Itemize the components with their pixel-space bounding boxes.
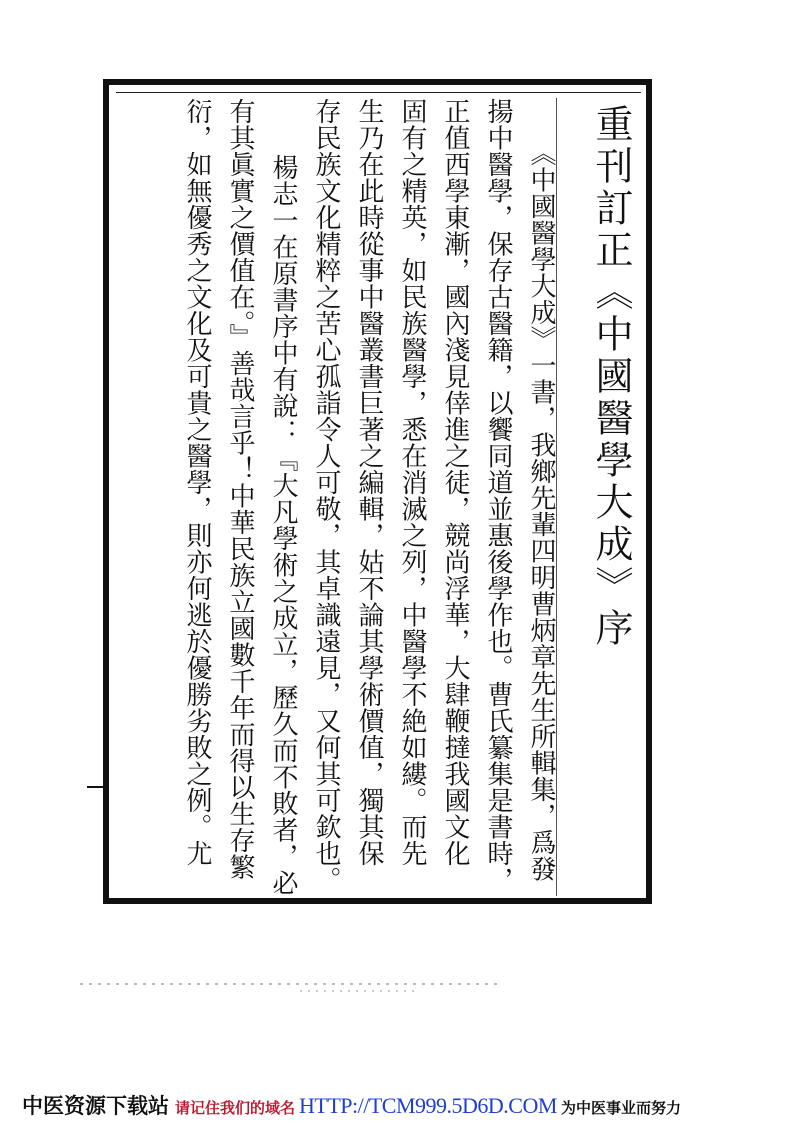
scan-noise [80,983,500,985]
footer-tagline: 为中医事业而努力 [560,1099,681,1117]
text-column: 楊志一在原書序中有說：『大凡學術之成立，歷久而不敗者，必 [268,154,298,896]
footer-banner [22,1090,782,1124]
text-column: 揚中醫學，保存古醫籍，以饗同道並惠後學作也。曹氏纂集是書時， [483,98,513,893]
text-column: 固有之精英，如民族醫學，悉在消滅之列，中醫學不絶如縷。而先 [397,98,427,867]
vertical-text-block [118,98,640,896]
text-column: 衍，如無優秀之文化及可貴之醫學，則亦何逃於優勝劣敗之例。尤 [182,98,212,867]
preface-title: 重刊訂正《中國醫學大成》序 [589,104,633,650]
footer-url-link[interactable]: HTTP://TCM999.5D6D.COM [299,1093,557,1118]
text-column: 存民族文化精粹之苦心孤詣令人可敬，其卓識遠見，又何其可欽也。 [311,98,341,893]
scan-noise [300,990,420,992]
top-rule [116,92,641,93]
margin-mark [87,786,103,788]
text-column: 生乃在此時從事中醫叢書巨著之編輯，姑不論其學術價值，獨其保 [354,98,384,867]
text-column: 《中國醫學大成》一書，我鄉先輩四明曹炳章先生所輯集，爲發 [526,140,556,882]
text-column: 有其眞實之價值在。』善哉言乎！中華民族立國數千年而得以生存繁 [225,98,255,880]
footer-site-name: 中医资源下载站 [22,1094,169,1118]
footer-remember-text: 请记住我们的域名 [175,1099,296,1117]
text-column: 正值西學東漸，國內淺見倖進之徒，競尚浮華，大肆鞭撻我國文化 [440,98,470,867]
